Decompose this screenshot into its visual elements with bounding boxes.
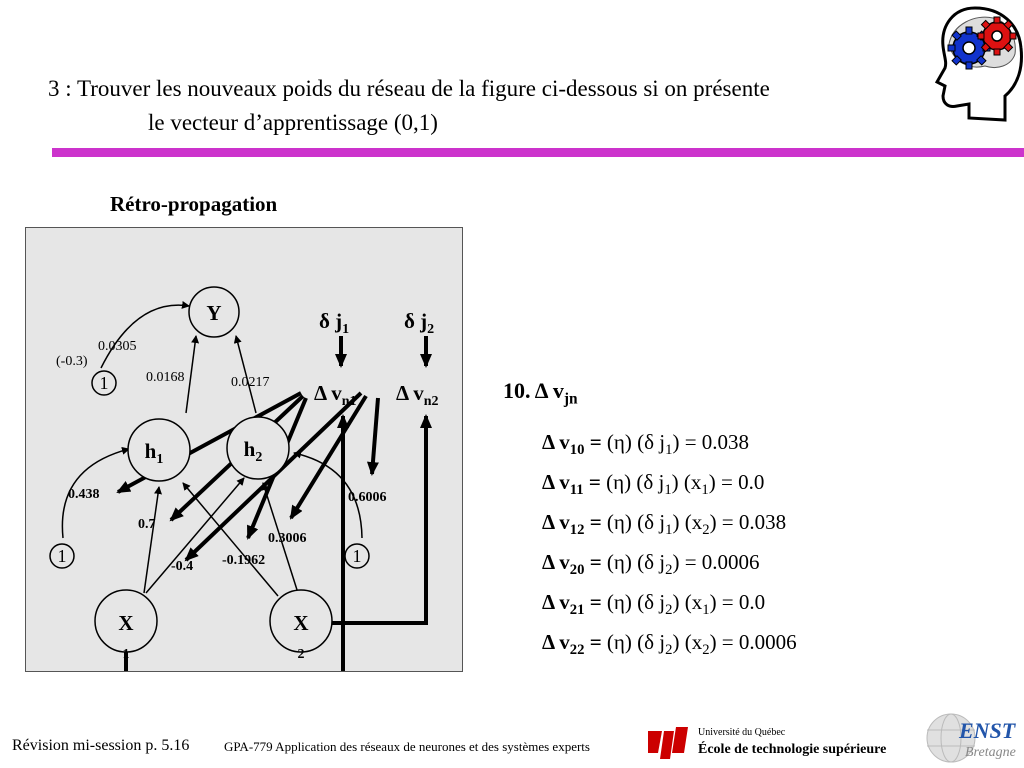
ets-line-2: École de technologie supérieure: [698, 742, 887, 757]
edge-x1-h1: [144, 487, 159, 593]
weight-v-x2-h2: 0.3006: [268, 531, 307, 546]
weight-h2-y: 0.0217: [231, 375, 270, 390]
ets-logo-mark: [648, 727, 688, 759]
dv-n1-label: Δ $v_{n1}$: [314, 381, 357, 409]
bias-h1-label: 1: [57, 546, 67, 566]
ets-line-1: Université du Québec: [698, 727, 786, 738]
node-x1-label: X: [118, 611, 134, 635]
formula-row: Δ $v_{12} = (\eta)$ (δ $j_1$) $(x_2) = 0.038$: [542, 510, 787, 539]
weight-v-x1-h1: 0.7: [138, 517, 156, 532]
title-line-1: 3 : Trouver les nouveaux poids du réseau de la figure ci-dessous si on présente: [48, 76, 770, 101]
enst-logo: [925, 712, 1023, 764]
formula-row: Δ $v_{22} = (\eta)$ (δ $j_2$) $(x_2) = 0.0006$: [542, 630, 797, 659]
dv-n2-label: Δ $v_{n2}$: [396, 381, 439, 409]
node-x2-label: X: [293, 611, 309, 635]
section-heading: 10. Δ $v_{jn}$: [503, 378, 578, 408]
node-h1: [128, 419, 190, 481]
bias-h2-label: 1: [352, 546, 362, 566]
weight-v-b-h1: 0.438: [68, 487, 100, 502]
bias-y-label: 1: [99, 373, 109, 393]
weight-v-x1-h2: -0.1962: [222, 553, 266, 568]
delta-j1-label: δ $j_1$: [319, 309, 350, 337]
formula-row: Δ $v_{20} = (\eta)$ (δ $j_2) = 0.0006$: [542, 550, 760, 579]
node-h2: [227, 417, 289, 479]
node-x1-sub: 1: [122, 647, 130, 662]
slide-title: [48, 72, 948, 140]
footer-page-ref: Révision mi-session p. 5.16: [12, 737, 190, 754]
svg-text:h1: $h_1$: [144, 439, 164, 467]
diagram-title: Rétro-propagation: [110, 192, 278, 216]
formula-row: Δ $v_{11} = (\eta)$ (δ $j_1$) $(x_1) = 0.0$: [542, 470, 765, 499]
network-diagram-panel: [25, 227, 463, 672]
enst-line-2: Bretagne: [965, 745, 1016, 760]
node-y-label: Y: [206, 301, 222, 325]
edge-h1-y: [186, 336, 196, 413]
svg-text:h2: $h_2$: [243, 437, 263, 465]
node-x2-sub: 2: [297, 647, 305, 662]
brain-gears-logo: [935, 4, 1023, 122]
arrow-dv-0.6006: [372, 398, 378, 474]
weight-h1-y: 0.0168: [146, 370, 185, 385]
delta-j2-label: δ $j_2$: [404, 309, 435, 337]
title-line-2: le vecteur d’apprentissage (0,1): [148, 110, 438, 135]
weight-v-b-h2: 0.6006: [348, 490, 387, 505]
title-divider: [52, 148, 1024, 157]
formula-row: Δ $v_{21} = (\eta)$ (δ $j_2$) $(x_1) = 0.0$: [542, 590, 766, 619]
weight-bias-y-old: (-0.3): [56, 354, 88, 369]
weight-v-x2-h1: -0.4: [171, 559, 194, 574]
ets-logo: [648, 723, 918, 761]
footer-course-title: GPA-779 Application des réseaux de neurones et des systèmes experts: [224, 739, 590, 754]
enst-line-1: ENST: [959, 718, 1016, 743]
weight-bias-y: 0.0305: [98, 339, 137, 354]
network-diagram: [26, 228, 462, 671]
edge-bias-y: [101, 305, 189, 368]
formula-row: Δ $v_{10} = (\eta)$ (δ $j_1) = 0.038$: [542, 430, 750, 459]
